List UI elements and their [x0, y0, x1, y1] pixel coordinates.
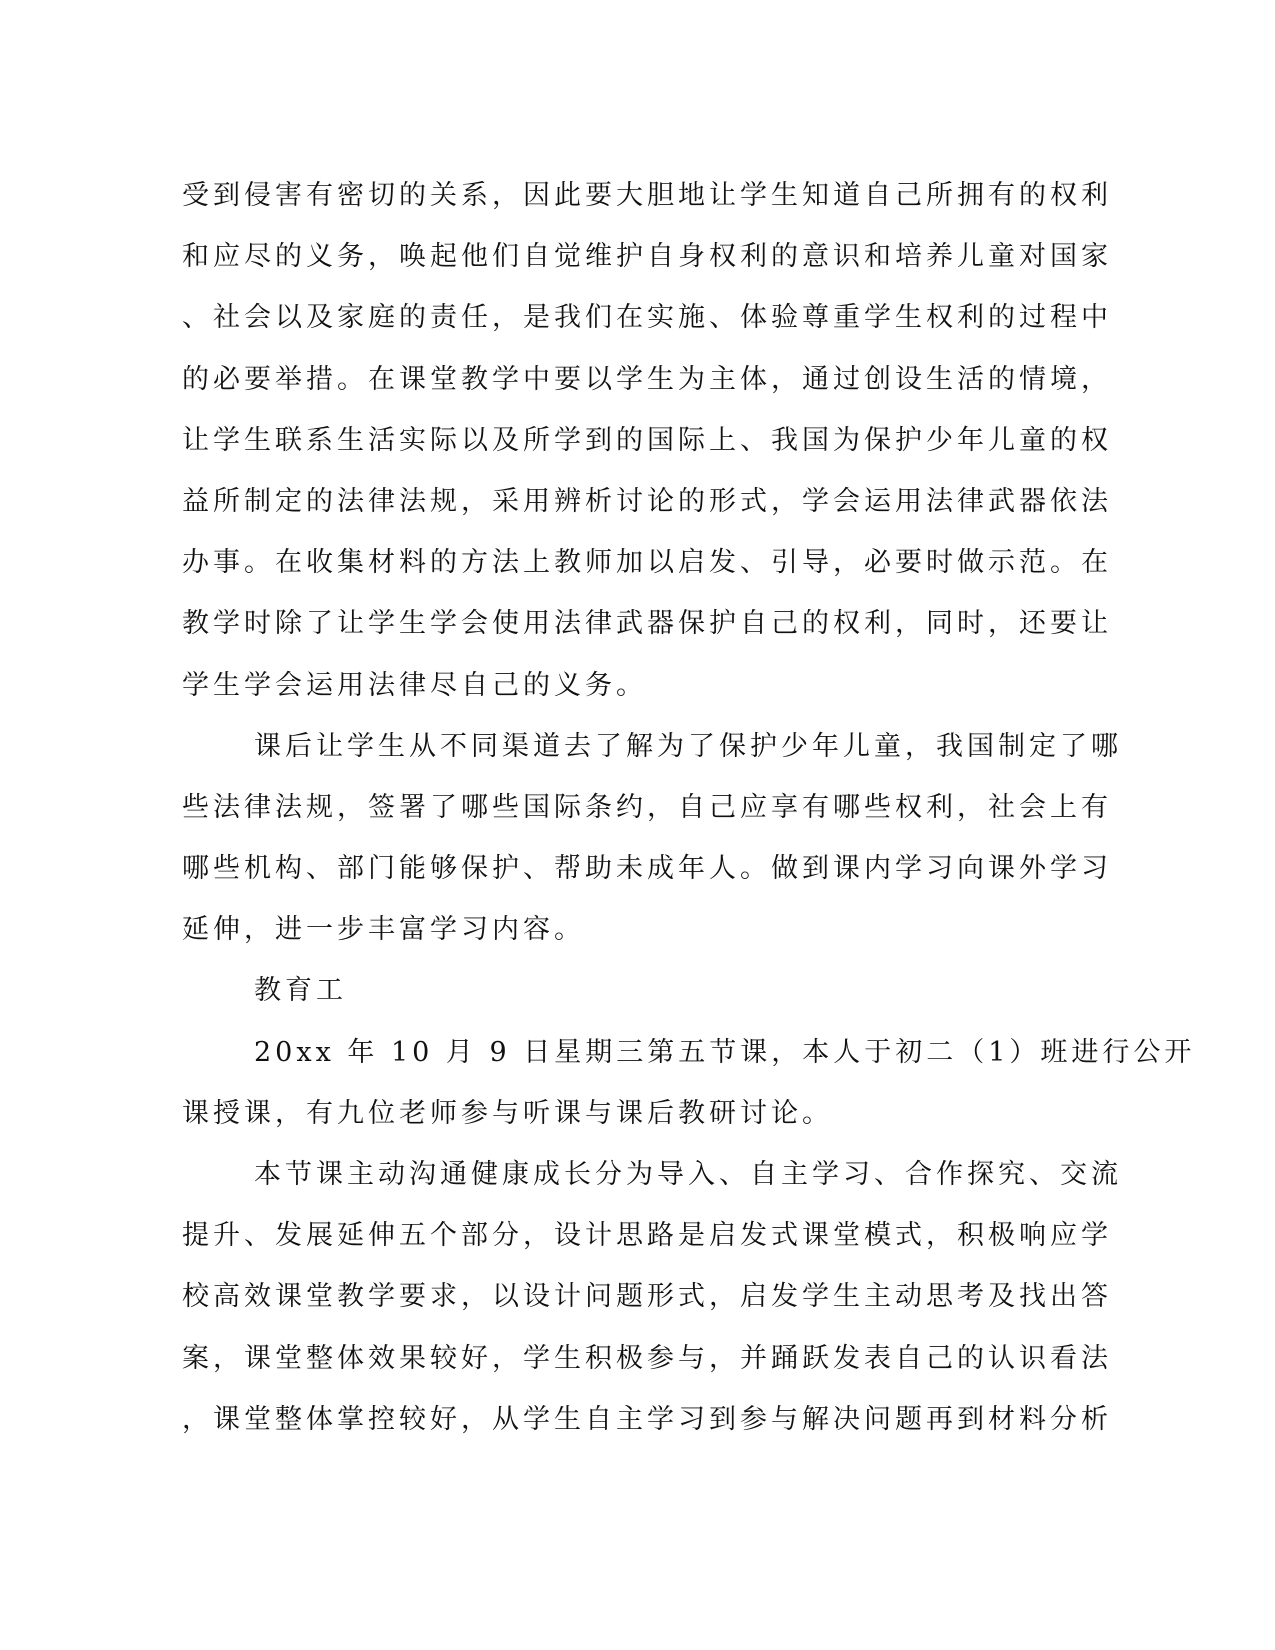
- text-line: 益所制定的法律法规，采用辨析讨论的形式，学会运用法律武器依法: [182, 485, 1112, 517]
- text-line: 教学时除了让学生学会使用法律武器保护自己的权利，同时，还要让: [182, 608, 1112, 640]
- text-line: 案，课堂整体效果较好，学生积极参与，并踊跃发表自己的认识看法: [182, 1342, 1112, 1374]
- text-line: 教育工: [254, 975, 347, 1007]
- text-line: ，课堂整体掌控较好，从学生自主学习到参与解决问题再到材料分析: [182, 1403, 1112, 1435]
- text-line: 受到侵害有密切的关系，因此要大胆地让学生知道自己所拥有的权利: [182, 180, 1112, 211]
- text-line: 20xx 年 10 月 9 日星期三第五节课，本人于初二（1）班进行公开: [254, 1036, 1196, 1068]
- text-line: 延伸，进一步丰富学习内容。: [182, 914, 585, 946]
- text-line: 课授课，有九位老师参与听课与课后教研讨论。: [182, 1097, 833, 1129]
- text-line: 校高效课堂教学要求，以设计问题形式，启发学生主动思考及找出答: [182, 1281, 1112, 1313]
- text-line: 提升、发展延伸五个部分，设计思路是启发式课堂模式，积极响应学: [182, 1220, 1112, 1252]
- text-line: 、社会以及家庭的责任，是我们在实施、体验尊重学生权利的过程中: [182, 302, 1112, 334]
- text-line: 办事。在收集材料的方法上教师加以启发、引导，必要时做示范。在: [182, 547, 1112, 579]
- text-line: 的必要举措。在课堂教学中要以学生为主体，通过创设生活的情境，: [182, 363, 1112, 395]
- text-line: 让学生联系生活实际以及所学到的国际上、我国为保护少年儿童的权: [182, 424, 1112, 456]
- text-line: 和应尽的义务，唤起他们自觉维护自身权利的意识和培养儿童对国家: [182, 241, 1112, 273]
- text-line: 哪些机构、部门能够保护、帮助未成年人。做到课内学习向课外学习: [182, 853, 1112, 885]
- document-body: [182, 165, 1196, 1450]
- text-line: 本节课主动沟通健康成长分为导入、自主学习、合作探究、交流: [254, 1159, 1122, 1190]
- text-line: 些法律法规，签署了哪些国际条约，自己应享有哪些权利，社会上有: [182, 791, 1112, 823]
- text-line: 学生学会运用法律尽自己的义务。: [182, 669, 647, 701]
- text-line: 课后让学生从不同渠道去了解为了保护少年儿童，我国制定了哪: [254, 730, 1122, 762]
